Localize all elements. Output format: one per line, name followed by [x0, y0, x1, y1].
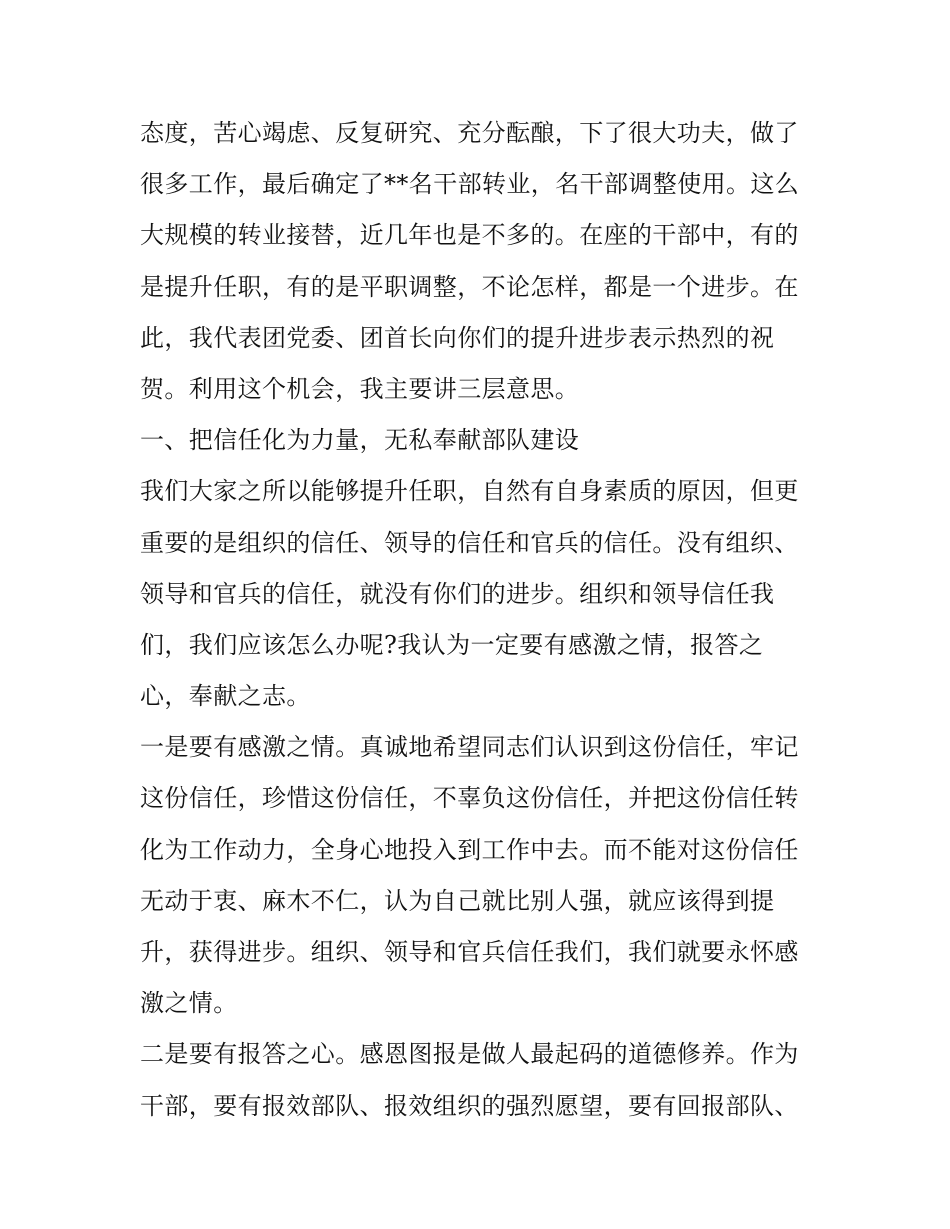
text-line: 贺。利用这个机会，我主要讲三层意思。 — [140, 374, 580, 403]
text-line: 是提升任职，有的是平职调整，不论怎样，都是一个进步。在 — [140, 272, 799, 301]
text-line: 激之情。 — [140, 989, 238, 1018]
text-line: 一是要有感激之情。真诚地希望同志们认识到这份信任，牢记 — [140, 733, 799, 762]
text-line: 此，我代表团党委、团首长向你们的提升进步表示热烈的祝 — [140, 323, 775, 352]
text-line: 这份信任，珍惜这份信任，不辜负这份信任，并把这份信任转 — [140, 784, 799, 813]
text-line: 们，我们应该怎么办呢?我认为一定要有感激之情，报答之 — [140, 630, 764, 659]
section-heading: 一、把信任化为力量，无私奉献部队建设 — [140, 426, 580, 455]
text-line: 升，获得进步。组织、领导和官兵信任我们，我们就要永怀感 — [140, 938, 799, 966]
text-line: 无动于衷、麻木不仁，认为自己就比别人强，就应该得到提 — [140, 886, 775, 915]
text-line: 二是要有报答之心。感恩图报是做人最起码的道德修养。作为 — [140, 1040, 799, 1069]
text-line: 大规模的转业接替，近几年也是不多的。在座的干部中，有的 — [140, 221, 799, 250]
text-line: 重要的是组织的信任、领导的信任和官兵的信任。没有组织、 — [140, 528, 799, 557]
text-line: 很多工作，最后确定了**名干部转业，名干部调整使用。这么 — [140, 170, 800, 199]
text-line: 化为工作动力，全身心地投入到工作中去。而不能对这份信任 — [140, 835, 799, 864]
text-line: 领导和官兵的信任，就没有你们的进步。组织和领导信任我 — [140, 579, 775, 608]
text-line: 干部，要有报效部队、报效组织的强烈愿望，要有回报部队、 — [140, 1091, 799, 1120]
text-line: 我们大家之所以能够提升任职，自然有自身素质的原因，但更 — [140, 477, 799, 506]
text-line: 态度，苦心竭虑、反复研究、充分酝酿，下了很大功夫，做了 — [140, 119, 799, 147]
text-line: 心，奉献之志。 — [140, 682, 311, 711]
document-body — [140, 108, 830, 1132]
